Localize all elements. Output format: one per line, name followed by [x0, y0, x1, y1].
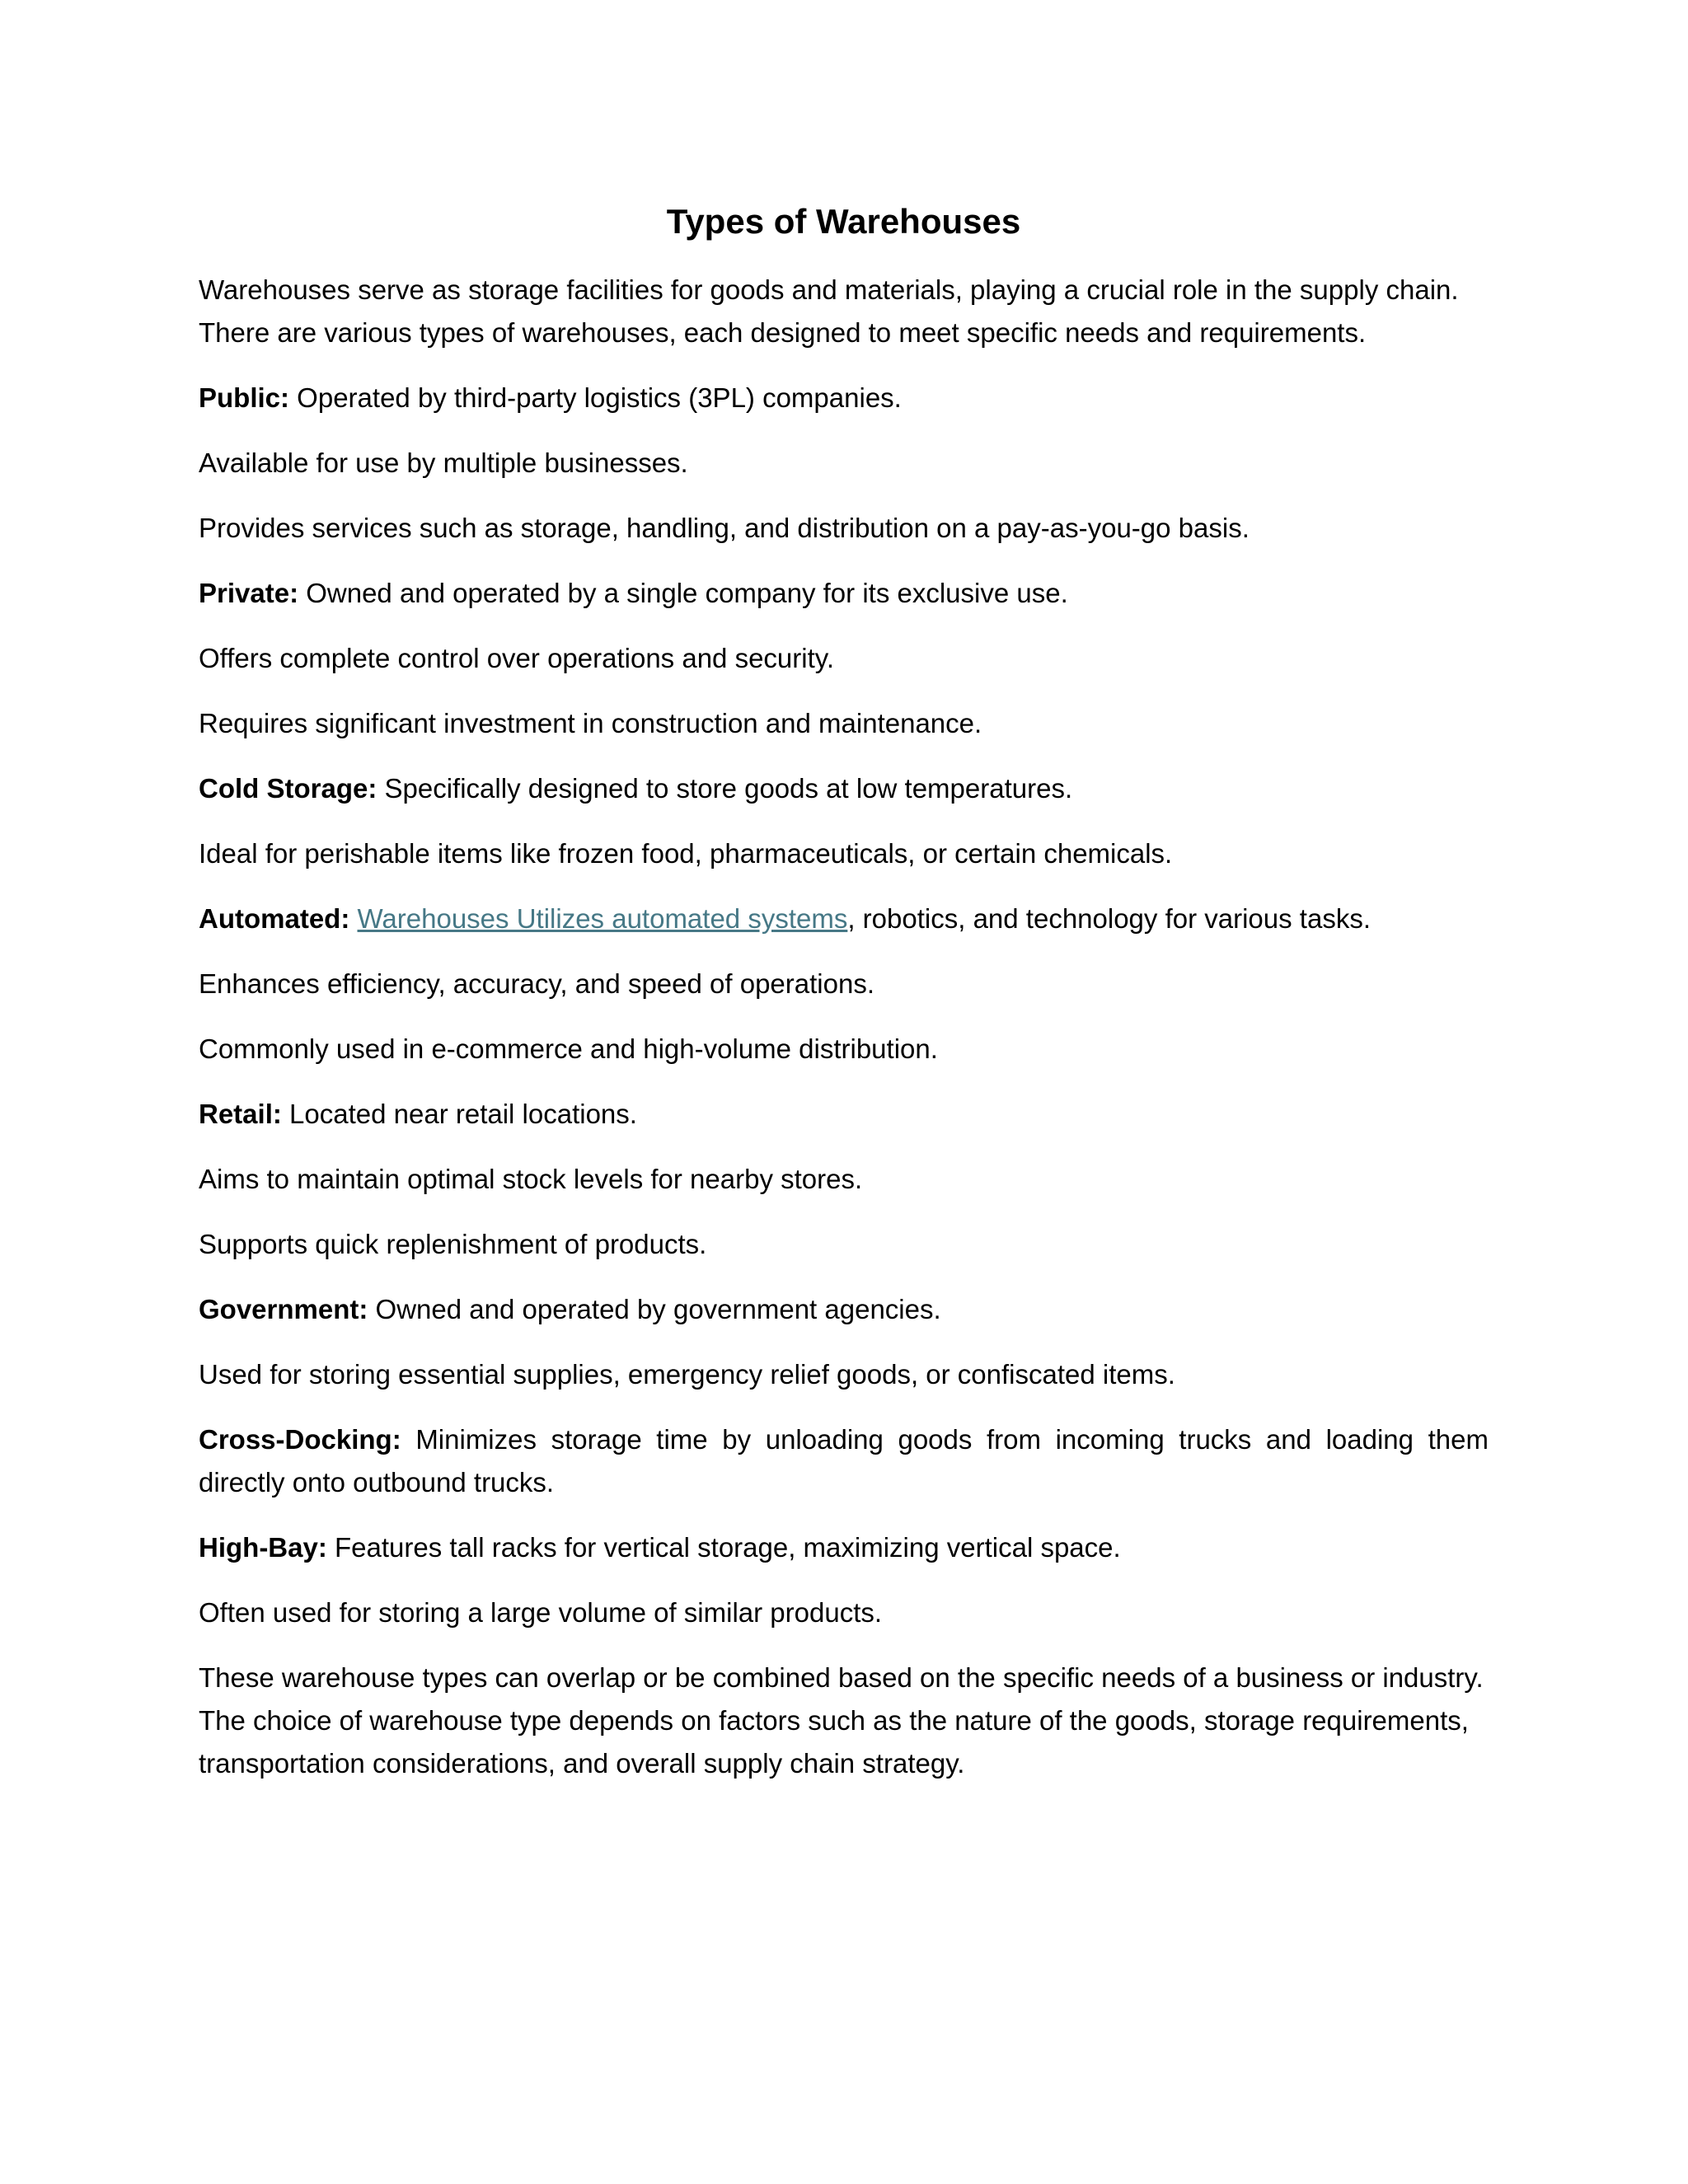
- automated-term: Automated:: [199, 903, 350, 934]
- automated-definition-text: , robotics, and technology for various tasks.: [847, 903, 1371, 934]
- conclusion-paragraph: These warehouse types can overlap or be combined based on the specific needs of a business or industry. The choice of warehouse type depends on factors such as the nature of the goods, storage requirements, transportation considerations, and overall supply chain strategy.: [199, 1662, 1484, 1779]
- public-point: Available for use by multiple businesses.: [199, 448, 688, 478]
- government-term: Government:: [199, 1294, 368, 1324]
- private-point: Offers complete control over operations and security.: [199, 643, 834, 673]
- cold-storage-definition-text: Specifically designed to store goods at low temperatures.: [377, 773, 1073, 804]
- private-definition: [199, 572, 1489, 615]
- government-point: Used for storing essential supplies, emergency relief goods, or confiscated items.: [199, 1359, 1175, 1390]
- retail-definition-text: Located near retail locations.: [281, 1099, 637, 1129]
- private-point: Requires significant investment in construction and maintenance.: [199, 708, 982, 738]
- cold-storage-term: Cold Storage:: [199, 773, 377, 804]
- automated-point: Enhances efficiency, accuracy, and speed of operations.: [199, 968, 875, 999]
- cold-storage-definition: [199, 767, 1489, 810]
- retail-definition: [199, 1093, 1489, 1136]
- retail-point: Aims to maintain optimal stock levels for nearby stores.: [199, 1164, 863, 1194]
- document-title: Types of Warehouses: [666, 202, 1021, 241]
- cold-storage-point: Ideal for perishable items like frozen food, pharmaceuticals, or certain chemicals.: [199, 838, 1173, 869]
- document-body: [199, 198, 1489, 1807]
- automated-definition: [199, 898, 1489, 940]
- private-definition-text: Owned and operated by a single company for its exclusive use.: [298, 578, 1068, 608]
- public-definition-text: Operated by third-party logistics (3PL) companies.: [289, 382, 902, 413]
- high-bay-definition: [199, 1526, 1489, 1569]
- private-term: Private:: [199, 578, 299, 608]
- intro-paragraph: Warehouses serve as storage facilities for goods and materials, playing a crucial role in the supply chain. There are various types of warehouses, each designed to meet specific needs and requirements.: [199, 274, 1459, 348]
- public-point: Provides services such as storage, handling, and distribution on a pay-as-you-go basis.: [199, 513, 1250, 543]
- high-bay-definition-text: Features tall racks for vertical storage, maximizing vertical space.: [326, 1532, 1121, 1563]
- public-definition: [199, 377, 1489, 419]
- retail-term: Retail:: [199, 1099, 282, 1129]
- government-definition: [199, 1288, 1489, 1331]
- public-term: Public:: [199, 382, 290, 413]
- cross-docking-definition-text: Minimizes storage time by unloading goods from incoming trucks and loading them directly onto outbound trucks.: [199, 1424, 1489, 1497]
- high-bay-point: Often used for storing a large volume of similar products.: [199, 1597, 883, 1628]
- government-definition-text: Owned and operated by government agencies.: [368, 1294, 941, 1324]
- cross-docking-definition: [199, 1418, 1489, 1504]
- automated-systems-link[interactable]: Warehouses Utilizes automated systems: [357, 903, 848, 934]
- cross-docking-term: Cross-Docking:: [199, 1424, 401, 1455]
- retail-point: Supports quick replenishment of products.: [199, 1229, 707, 1259]
- high-bay-term: High-Bay:: [199, 1532, 327, 1563]
- automated-point: Commonly used in e-commerce and high-volume distribution.: [199, 1033, 938, 1064]
